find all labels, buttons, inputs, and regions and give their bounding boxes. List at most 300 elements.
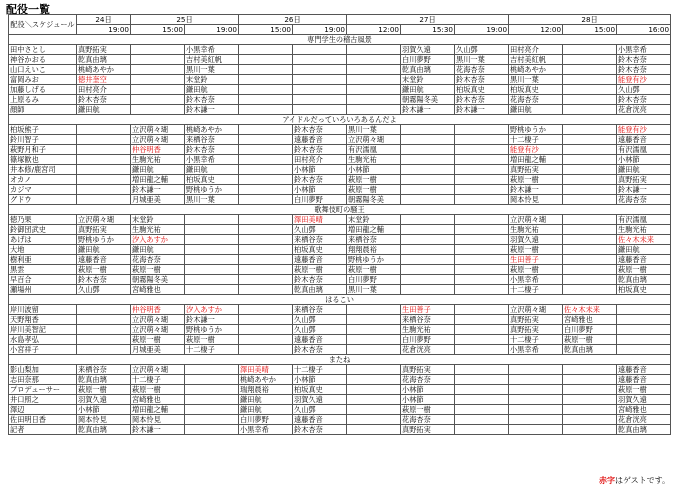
cast-cell (401, 225, 455, 235)
cast-cell (401, 165, 455, 175)
section-title-row (9, 205, 671, 215)
cast-cell (293, 75, 347, 85)
cast-cell: 鎌田航 (509, 105, 563, 115)
cast-cell (77, 335, 131, 345)
cast-cell (185, 365, 239, 375)
cast-cell (239, 65, 293, 75)
cast-cell (347, 405, 401, 415)
cast-cell (185, 275, 239, 285)
cast-cell (77, 195, 131, 205)
role-name: 田中さとし (9, 45, 77, 55)
section-title: またね (9, 355, 671, 365)
cast-cell (293, 65, 347, 75)
cast-cell (563, 235, 617, 245)
cast-cell (347, 385, 401, 395)
cast-cell: 萩原一樹 (563, 335, 617, 345)
cast-cell (347, 75, 401, 85)
cast-cell: 野桃ゆうか (77, 235, 131, 245)
cast-cell: 遠藤香音 (617, 365, 671, 375)
cast-cell (77, 125, 131, 135)
cast-cell: 花倉洸亮 (401, 345, 455, 355)
cast-cell (347, 65, 401, 75)
table-row (9, 365, 671, 375)
cast-cell: 増田龍之輔 (131, 405, 185, 415)
cast-cell: 鈴木杏奈 (293, 275, 347, 285)
cast-cell: 有沢濡凰 (347, 145, 401, 155)
table-row (9, 305, 671, 315)
cast-cell: 小林節 (293, 185, 347, 195)
cast-cell (563, 415, 617, 425)
cast-cell: 真野拓実 (401, 365, 455, 375)
role-name: 鈴川智子 (9, 135, 77, 145)
cast-cell: 鈴木謙一 (185, 105, 239, 115)
cast-cell: 鎌田航 (401, 85, 455, 95)
table-row (9, 255, 671, 265)
cast-cell: 真野拓実 (509, 165, 563, 175)
cast-cell: 鎌田航 (131, 245, 185, 255)
cast-cell: 萩原一樹 (77, 265, 131, 275)
cast-cell: 小黒幸希 (239, 425, 293, 435)
cast-cell (347, 345, 401, 355)
cast-cell (293, 45, 347, 55)
cast-cell (185, 385, 239, 395)
cast-cell: 桃崎あやか (509, 65, 563, 75)
cast-cell: 萩原一樹 (347, 175, 401, 185)
role-name: グドウ (9, 195, 77, 205)
cast-cell: 宮崎雅也 (617, 405, 671, 415)
cast-cell (563, 245, 617, 255)
cast-cell (563, 395, 617, 405)
cast-cell (347, 95, 401, 105)
cast-cell: 花海杏奈 (617, 195, 671, 205)
cast-cell (563, 385, 617, 395)
role-name: 岸川波留 (9, 305, 77, 315)
cast-cell (77, 145, 131, 155)
time-header: 15:30 (401, 25, 455, 35)
cast-cell: 生田善子 (509, 255, 563, 265)
day-header: 24日 (77, 15, 131, 25)
cast-cell (617, 315, 671, 325)
day-header: 28日 (509, 15, 671, 25)
cast-cell: 黒川一葉 (455, 55, 509, 65)
cast-cell: 増田龍之輔 (509, 155, 563, 165)
role-name: 柏坂熊子 (9, 125, 77, 135)
cast-cell: 鈴木杏奈 (617, 55, 671, 65)
cast-cell: 鎌田航 (617, 245, 671, 255)
cast-cell: 萩原一樹 (401, 405, 455, 415)
cast-cell: 萩原一樹 (617, 385, 671, 395)
cast-cell: 小黒幸希 (509, 275, 563, 285)
cast-cell: 萩原一樹 (131, 335, 185, 345)
cast-cell (239, 275, 293, 285)
cast-cell: 鈴木謙一 (401, 105, 455, 115)
cast-cell (77, 305, 131, 315)
cast-cell: 遠藤香音 (77, 255, 131, 265)
section-title: 歌舞伎町の騒王 (9, 205, 671, 215)
cast-cell: 増田龍之輔 (347, 225, 401, 235)
cast-cell: 鈴木杏奈 (617, 95, 671, 105)
role-name: 樹利亜 (9, 255, 77, 265)
cast-cell (239, 195, 293, 205)
role-name: 井本修/鹿宮司 (9, 165, 77, 175)
cast-cell: 十二棲子 (293, 365, 347, 375)
cast-cell: 澤田美晴 (239, 365, 293, 375)
cast-cell: 羽賀久遠 (617, 395, 671, 405)
cast-cell: 能登有沙 (617, 125, 671, 135)
cast-cell: 宮崎雅也 (563, 315, 617, 325)
cast-cell (563, 405, 617, 415)
role-name: 上原るみ (9, 95, 77, 105)
cast-cell: 花海杏奈 (509, 95, 563, 105)
section-title-row (9, 35, 671, 45)
cast-cell: 乾真由璃 (563, 345, 617, 355)
cast-cell: 野桃ゆうか (185, 325, 239, 335)
cast-cell (239, 245, 293, 255)
cast-cell: 白川夢野 (239, 415, 293, 425)
cast-cell: 遠藤香音 (617, 255, 671, 265)
day-header: 25日 (131, 15, 239, 25)
cast-cell (563, 85, 617, 95)
cast-cell: 佐々木未来 (563, 305, 617, 315)
cast-cell (239, 305, 293, 315)
cast-cell (509, 395, 563, 405)
cast-cell (185, 375, 239, 385)
cast-cell: 羽賀久遠 (293, 395, 347, 405)
cast-cell (401, 145, 455, 155)
cast-cell: 花海杏奈 (401, 415, 455, 425)
role-name: 澤辺 (9, 405, 77, 415)
cast-cell (455, 375, 509, 385)
cast-cell (239, 235, 293, 245)
cast-cell (455, 215, 509, 225)
cast-cell: 有沢濡凰 (617, 215, 671, 225)
cast-cell (455, 175, 509, 185)
role-name: 瀬場州 (9, 285, 77, 295)
cast-cell: 生田善子 (401, 305, 455, 315)
cast-cell: 遠藤香音 (293, 135, 347, 145)
cast-cell: 柏坂真史 (185, 175, 239, 185)
cast-cell (239, 265, 293, 275)
role-name: 神谷かおる (9, 55, 77, 65)
cast-cell (563, 215, 617, 225)
cast-cell (563, 165, 617, 175)
cast-cell (401, 155, 455, 165)
cast-cell: 萩原一樹 (185, 335, 239, 345)
cast-cell: 来栖谷奈 (347, 235, 401, 245)
cast-cell: 鈴木謙一 (185, 315, 239, 325)
cast-cell: 野桃ゆうか (347, 255, 401, 265)
cast-cell: 立沢萌々瑚 (131, 325, 185, 335)
cast-cell (455, 305, 509, 315)
cast-cell: 宮崎雅也 (131, 285, 185, 295)
cast-cell (455, 405, 509, 415)
cast-cell: 鈴木杏奈 (293, 425, 347, 435)
role-name: 富岡みお (9, 75, 77, 85)
table-row (9, 315, 671, 325)
time-header: 12:00 (347, 25, 401, 35)
cast-cell: 月城亜美 (131, 345, 185, 355)
cast-cell: 鈴木謙一 (455, 105, 509, 115)
cast-cell: 末堂鈴 (185, 75, 239, 85)
cast-cell: 鈴木謙一 (131, 185, 185, 195)
cast-cell: 来栖谷奈 (185, 135, 239, 145)
cast-cell (347, 45, 401, 55)
cast-cell (239, 225, 293, 235)
cast-cell: 立沢萌々瑚 (509, 215, 563, 225)
cast-cell (563, 285, 617, 295)
cast-cell (77, 175, 131, 185)
cast-cell: 乾真由璃 (77, 375, 131, 385)
cast-cell: 朝霧陽冬美 (401, 95, 455, 105)
cast-cell (617, 345, 671, 355)
cast-cell: 花倉洸亮 (617, 105, 671, 115)
cast-cell: 久山鄧 (293, 405, 347, 415)
cast-cell: 柏坂真史 (293, 245, 347, 255)
cast-cell (401, 215, 455, 225)
cast-cell (455, 315, 509, 325)
cast-cell (563, 175, 617, 185)
cast-cell (455, 125, 509, 135)
cast-cell (455, 325, 509, 335)
cast-cell: 立沢萌々瑚 (131, 125, 185, 135)
cast-cell: 黒川一葉 (347, 285, 401, 295)
cast-cell: 鈴木杏奈 (617, 65, 671, 75)
role-name: 記者 (9, 425, 77, 435)
page-title: 配役一覧 (6, 3, 50, 16)
cast-cell: 吉村美紅帆 (185, 55, 239, 65)
section-title-row (9, 295, 671, 305)
cast-cell: 萩原一樹 (131, 385, 185, 395)
cast-cell: 生駒光祐 (617, 225, 671, 235)
cast-cell: 真野拓実 (77, 225, 131, 235)
cast-cell: 鈴木謙一 (617, 185, 671, 195)
time-header: 15:00 (563, 25, 617, 35)
cast-cell (401, 195, 455, 205)
cast-cell: 来栖谷奈 (293, 305, 347, 315)
table-row (9, 375, 671, 385)
cast-cell (455, 195, 509, 205)
cast-cell (239, 345, 293, 355)
cast-cell: 真野拓実 (401, 425, 455, 435)
cast-cell: 翔翔晨裕 (347, 245, 401, 255)
table-row (9, 405, 671, 415)
table-row (9, 225, 671, 235)
cast-cell (185, 265, 239, 275)
cast-cell: 来栖谷奈 (293, 235, 347, 245)
table-row (9, 75, 671, 85)
section-title: 専門学生の稽古風景 (9, 35, 671, 45)
cast-cell: 生駒光祐 (131, 155, 185, 165)
table-row (9, 345, 671, 355)
cast-cell: 乾真由璃 (293, 285, 347, 295)
cast-cell: 遠藤香音 (293, 335, 347, 345)
role-name: あげは (9, 235, 77, 245)
time-header: 19:00 (293, 25, 347, 35)
cast-cell: 鎌田航 (131, 165, 185, 175)
cast-cell (563, 45, 617, 55)
cast-cell: 鈴木杏奈 (455, 75, 509, 85)
cast-cell (131, 105, 185, 115)
cast-cell: 岡本怜見 (509, 195, 563, 205)
table-row (9, 325, 671, 335)
cast-cell (455, 165, 509, 175)
role-name: 大地 (9, 245, 77, 255)
cast-cell (77, 155, 131, 165)
cast-cell: 瑞翔晨裕 (239, 385, 293, 395)
cast-cell (563, 95, 617, 105)
table-row (9, 145, 671, 155)
cast-cell (455, 365, 509, 375)
cast-cell: 萩原一樹 (347, 185, 401, 195)
table-row (9, 215, 671, 225)
cast-cell (455, 225, 509, 235)
cast-cell (455, 395, 509, 405)
cast-cell (239, 165, 293, 175)
cast-cell (563, 375, 617, 385)
cast-cell (239, 75, 293, 85)
table-row (9, 425, 671, 435)
table-row (9, 65, 671, 75)
cast-cell: 花海杏奈 (401, 375, 455, 385)
cast-cell (509, 415, 563, 425)
cast-cell: 遠藤香音 (293, 255, 347, 265)
cast-cell: 久山鄧 (293, 325, 347, 335)
cast-cell (239, 155, 293, 165)
cast-cell: 生駒光祐 (131, 225, 185, 235)
cast-cell: 久山鄧 (617, 85, 671, 95)
cast-cell: 久山鄧 (455, 45, 509, 55)
table-row (9, 235, 671, 245)
cast-cell: 小黒幸希 (617, 45, 671, 55)
cast-cell (239, 55, 293, 65)
cast-cell: 白川夢野 (293, 195, 347, 205)
cast-cell (563, 75, 617, 85)
cast-cell: 桃崎あやか (185, 125, 239, 135)
cast-cell (77, 315, 131, 325)
section-title-row (9, 115, 671, 125)
time-header-row (9, 25, 671, 35)
cast-cell (401, 175, 455, 185)
cast-cell: 有沢濡凰 (617, 145, 671, 155)
cast-cell (563, 195, 617, 205)
cast-cell (131, 85, 185, 95)
schedule-body (9, 35, 671, 435)
cast-cell (293, 85, 347, 95)
cast-cell: 立沢萌々瑚 (509, 305, 563, 315)
cast-cell: 柏坂真史 (509, 85, 563, 95)
cast-cell (239, 175, 293, 185)
cast-cell: 萩原一樹 (617, 265, 671, 275)
cast-cell: 久山鄧 (77, 285, 131, 295)
cast-cell (77, 165, 131, 175)
cast-cell (563, 105, 617, 115)
role-name: オカノ (9, 175, 77, 185)
cast-cell: 吉村美紅帆 (509, 55, 563, 65)
cast-cell (185, 225, 239, 235)
cast-cell (455, 255, 509, 265)
cast-cell: 小林節 (401, 395, 455, 405)
role-name: 井口照之 (9, 395, 77, 405)
cast-cell (401, 245, 455, 255)
cast-cell: 乾真由璃 (617, 425, 671, 435)
cast-cell (563, 275, 617, 285)
day-header: 26日 (239, 15, 347, 25)
cast-cell: 久山鄧 (293, 225, 347, 235)
cast-cell: 鈴木杏奈 (293, 175, 347, 185)
table-row (9, 275, 671, 285)
role-name: 岸川美智記 (9, 325, 77, 335)
cast-cell (77, 185, 131, 195)
cast-cell: 乾真由璃 (77, 55, 131, 65)
cast-cell: 乾真由璃 (77, 425, 131, 435)
cast-cell (401, 125, 455, 135)
cast-cell (185, 245, 239, 255)
time-header: 15:00 (131, 25, 185, 35)
cast-cell: 鈴木謙一 (509, 185, 563, 195)
cast-cell (509, 385, 563, 395)
cast-cell: 野桃ゆうか (509, 125, 563, 135)
cast-cell (293, 95, 347, 105)
cast-cell (347, 325, 401, 335)
cast-cell: 仲谷明香 (131, 145, 185, 155)
cast-cell: 末堂鈴 (401, 75, 455, 85)
cast-cell: 白川夢野 (401, 55, 455, 65)
cast-cell (455, 415, 509, 425)
cast-cell: 花海杏奈 (131, 255, 185, 265)
role-name: プロデューサー (9, 385, 77, 395)
cast-cell (563, 65, 617, 75)
cast-cell: 白川夢野 (563, 325, 617, 335)
cast-cell (239, 335, 293, 345)
table-row (9, 285, 671, 295)
cast-cell: 鎌田航 (77, 105, 131, 115)
cast-cell: 能登有沙 (617, 75, 671, 85)
cast-cell: 田村亮介 (77, 85, 131, 95)
cast-cell: 白川夢野 (347, 275, 401, 285)
day-header-row (9, 15, 671, 25)
cast-cell (239, 105, 293, 115)
cast-cell (563, 55, 617, 65)
cast-cell: 澤田美晴 (293, 215, 347, 225)
corner-label: 配役＼スケジュール (9, 15, 77, 35)
table-row (9, 105, 671, 115)
cast-cell (77, 345, 131, 355)
cast-cell (455, 185, 509, 195)
role-name: 小宮祥子 (9, 345, 77, 355)
table-row (9, 95, 671, 105)
cast-cell: 白川夢野 (401, 335, 455, 345)
cast-cell (455, 235, 509, 245)
cast-cell (509, 365, 563, 375)
cast-cell (455, 335, 509, 345)
cast-cell: 月城亜美 (131, 195, 185, 205)
role-name: 佐田明日香 (9, 415, 77, 425)
cast-cell (401, 255, 455, 265)
cast-cell: 末堂鈴 (131, 215, 185, 225)
cast-cell: 真野拓実 (77, 45, 131, 55)
role-name: 萩野月和子 (9, 145, 77, 155)
cast-cell: 乾真由璃 (617, 275, 671, 285)
role-name: カジマ (9, 185, 77, 195)
table-row (9, 155, 671, 165)
time-header: 19:00 (455, 25, 509, 35)
cast-cell: 真野拓実 (509, 315, 563, 325)
cast-cell (239, 135, 293, 145)
cast-cell (401, 185, 455, 195)
cast-cell: 立沢萌々瑚 (77, 215, 131, 225)
cast-cell: 来栖谷奈 (77, 365, 131, 375)
cast-cell: 羽賀久遠 (509, 235, 563, 245)
